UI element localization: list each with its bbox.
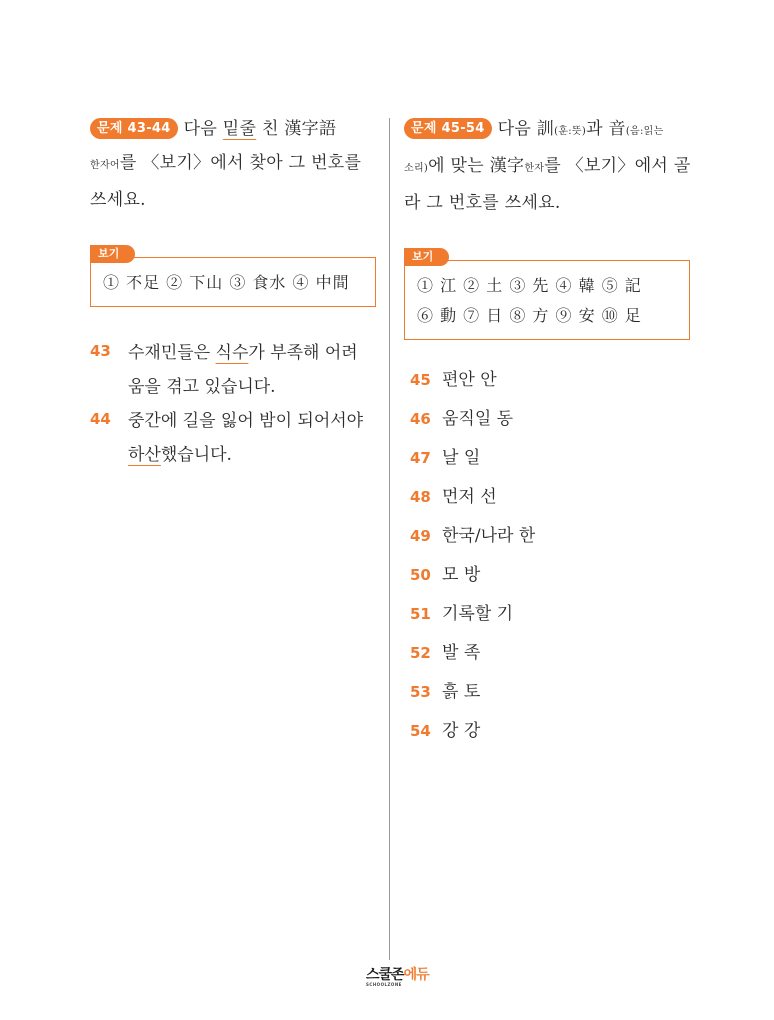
question-number: 45 — [410, 371, 431, 389]
question-48 — [410, 482, 497, 512]
instruction-line-3: 쓰세요. — [90, 190, 146, 210]
question-43 — [90, 336, 380, 406]
question-54 — [410, 716, 480, 746]
question-text: 흙 토 — [442, 682, 481, 702]
logo-text: 스쿨존 — [366, 967, 404, 983]
question-text: 움직일 동 — [442, 409, 514, 429]
text: 했습니다. — [160, 445, 232, 465]
instruction-line-2 — [404, 149, 690, 186]
instruction-text: 를 〈보기〉에서 찾아 그 번호를 — [119, 153, 362, 173]
instruction-line-1 — [404, 112, 690, 149]
question-number: 44 — [90, 410, 111, 428]
bogi-options-line-1: ① 江 ② 土 ③ 先 ④ 韓 ⑤ 記 — [417, 276, 642, 295]
question-badge: 문제 43-44 — [90, 118, 178, 139]
instruction-line-3: 라 그 번호를 쓰세요. — [404, 193, 561, 213]
question-number: 51 — [410, 605, 431, 623]
text: 중간에 길을 잃어 밤이 되어서야 — [128, 411, 364, 431]
question-text: 편안 안 — [442, 370, 497, 390]
question-46 — [410, 404, 513, 434]
text: 움을 겪고 있습니다. — [128, 377, 276, 397]
question-text: 먼저 선 — [442, 487, 497, 507]
question-number: 47 — [410, 449, 431, 467]
question-text: 강 강 — [442, 721, 481, 741]
question-number: 53 — [410, 683, 431, 701]
question-text: 발 족 — [442, 643, 481, 663]
instruction-text: 에 맞는 漢字 — [428, 156, 525, 176]
question-49 — [410, 521, 535, 551]
text: 가 부족해 어려 — [248, 343, 358, 363]
hangul-reading: (음:읽는 — [625, 126, 664, 137]
column-divider — [389, 118, 390, 960]
question-text: 모 방 — [442, 565, 481, 585]
left-column — [90, 112, 376, 465]
text: 수재민들은 — [128, 343, 216, 363]
instruction-line-1 — [90, 112, 376, 146]
question-45 — [410, 365, 497, 395]
question-number: 50 — [410, 566, 431, 584]
hangul-reading: 한자어 — [90, 160, 120, 171]
question-number: 49 — [410, 527, 431, 545]
hangul-reading: 소리) — [404, 163, 429, 174]
question-50 — [410, 560, 480, 590]
question-number: 43 — [90, 342, 111, 360]
logo-subtext: SCHOOLZONE — [366, 982, 402, 987]
question-53 — [410, 677, 480, 707]
underlined-word: 하산 — [128, 445, 161, 465]
question-text: 기록할 기 — [442, 604, 514, 624]
schoolzone-logo — [366, 964, 429, 987]
question-number: 54 — [410, 722, 431, 740]
question-text: 날 일 — [442, 448, 481, 468]
question-number: 52 — [410, 644, 431, 662]
instruction-text: 과 音 — [586, 119, 626, 139]
bogi-options-line-2: ⑥ 動 ⑦ 日 ⑧ 方 ⑨ 安 ⑩ 足 — [417, 306, 642, 325]
question-badge: 문제 45-54 — [404, 118, 492, 139]
instruction-text: 다음 訓 — [497, 119, 555, 139]
bogi-label: 보기 — [90, 245, 135, 263]
bogi-options: ① 不足 ② 下山 ③ 食水 ④ 中間 — [103, 273, 350, 292]
instruction-text: 를 〈보기〉에서 골 — [544, 156, 691, 176]
hangul-reading: 한자 — [524, 163, 545, 174]
bogi-box — [90, 247, 376, 307]
instruction-43-44 — [90, 112, 376, 217]
instruction-line-2 — [90, 146, 376, 183]
underlined-word: 밑줄 — [222, 119, 257, 139]
question-text: 한국/나라 한 — [442, 526, 536, 546]
question-52 — [410, 638, 480, 668]
logo-text-accent: 에듀 — [403, 967, 429, 983]
underlined-word: 식수 — [215, 343, 249, 363]
question-47 — [410, 443, 480, 473]
question-number: 48 — [410, 488, 431, 506]
question-text — [128, 404, 378, 472]
hangul-reading: (훈:뜻) — [554, 126, 587, 137]
instruction-text: 친 漢字語 — [256, 119, 337, 139]
question-44 — [90, 404, 380, 474]
instruction-text: 다음 — [183, 119, 223, 139]
question-text — [128, 336, 378, 404]
instruction-45-54 — [404, 112, 690, 220]
bogi-box — [404, 250, 690, 340]
question-number: 46 — [410, 410, 431, 428]
right-column — [404, 112, 691, 741]
bogi-label: 보기 — [404, 248, 449, 266]
question-51 — [410, 599, 513, 629]
